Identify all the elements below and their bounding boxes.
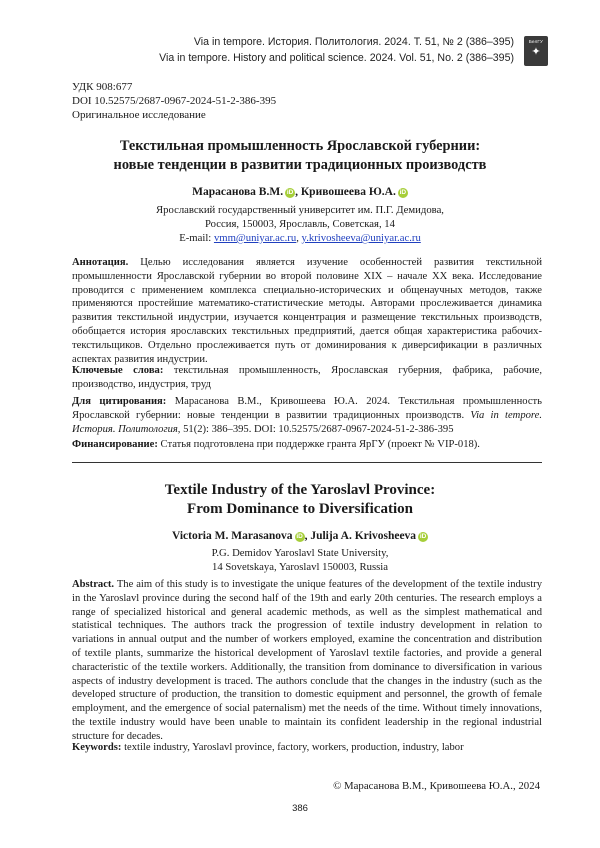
affiliation-en-line1: P.G. Demidov Yaroslavl State University, (211, 547, 389, 559)
title-ru-line1: Текстильная промышленность Ярославской губернии: (119, 138, 481, 154)
author-separator: , (304, 530, 311, 542)
abstract-ru-text: Целью исследования является изучение особенностей развития текстильной промышленности Ярославской губернии во второй половине XIX – начале XX века. Исследование проводится с применением комплекса специально-исторических и общенаучных методов, также применяются простейшие математико-статистические методы. Авторами прослеживается динамика развития текстильной индустрии, изучается концентрация и размещение текстильных производств, обобщается история ярославских текстильных предприятий, дается общая характеристика рабочих-текстильщиков. Отдельно прослеживается путь от доминирования к диверсификации в различных аспектах развития индустрии. (72, 257, 542, 365)
email-link-1[interactable]: vmm@uniyar.ac.ru (213, 232, 297, 244)
abstract-en-text: The aim of this study is to investigate the unique features of the development of the textile industry in the Yaroslavl province during the second half of the 19th and early 20th centuries. The research employs a range of specialized historical and general academic methods, as well as the simplest mathematical and statistical techniques. The authors track the progression of textile industry development in relation to variations in annual output and the number of workers employed, examine the concentration and distribution of textile plants, summarize the historical development of Yaroslavl textile factories, and provide a general characteristic of the textile workers. Additionally, the transition from dominance to diversification in various aspects of industry development is traced. The authors conclude that the changes in the industry (such as the developed structure of production, the transition to domestic equipment and personnel, the growth of female employment, and the emergence of social paternalism) met the needs of the time. Without timely innovations, the textile industry would have been unable to maintain its confident leadership in the regional industrial structure for decades. (72, 579, 542, 742)
udk: УДК 908:677 (72, 81, 133, 93)
email-label: E-mail: (179, 232, 214, 244)
funding-text: Статья подготовлена при поддержке гранта ЯрГУ (проект № VIP-018). (157, 439, 480, 450)
keywords-en-label: Keywords: (72, 742, 122, 753)
orcid-icon[interactable]: iD (296, 533, 303, 540)
keywords-ru-label: Ключевые слова: (72, 365, 164, 376)
affiliation-ru-line1: Ярославский государственный университет им. П.Г. Демидова, (156, 204, 444, 216)
citation-text: Марасанова В.М., Кривошеева Ю.А. 2024. Текстильная промышленность Ярославской губернии: новые тенденции в развитии традиционных производств. (72, 396, 542, 421)
orcid-icon[interactable]: iD (419, 533, 427, 540)
journal-logo-text: БелГУ (528, 39, 544, 44)
journal-logo (524, 36, 548, 66)
email-line (60, 231, 540, 245)
article-type: Оригинальное исследование (72, 109, 206, 121)
citation-journal: Via in tempore. История. Политология, (72, 409, 542, 435)
emblem-icon: ✦ (531, 46, 541, 58)
abstract-en-label: Abstract. (72, 579, 115, 590)
copyright: © Марасанова В.М., Кривошеева Ю.А., 2024 (333, 780, 540, 792)
orcid-icon[interactable]: iD (399, 189, 407, 196)
citation-tail: 51(2): 386–395. DOI: 10.52575/2687-0967-2024-51-2-386-395 (180, 423, 454, 435)
affiliation-ru (60, 203, 540, 245)
citation-label: Для цитирования: (72, 396, 167, 407)
citation-ru (72, 395, 542, 436)
author1-ru: Марасанова В.М. (192, 186, 284, 198)
author2-en: Julija A. Krivosheeva (310, 530, 417, 542)
keywords-ru (72, 364, 542, 392)
title-en-line2: From Dominance to Diversification (187, 501, 413, 517)
funding-label: Финансирование: (72, 439, 158, 450)
section-divider (72, 462, 542, 463)
author2-ru: Кривошеева Ю.А. (300, 186, 396, 198)
abstract-ru-label: Аннотация. (72, 257, 129, 268)
email-separator: , (296, 232, 302, 244)
funding-ru (72, 438, 542, 452)
affiliation-en (60, 546, 540, 574)
authors-en (60, 530, 540, 542)
doi: DOI 10.52575/2687-0967-2024-51-2-386-395 (72, 95, 277, 107)
author1-en: Victoria M. Marasanova (171, 530, 293, 542)
title-ru-line2: новые тенденции в развитии традиционных производств (113, 157, 487, 173)
page-number: 386 (292, 803, 308, 814)
author-separator: , (295, 186, 301, 198)
running-header-en: Via in tempore. History and political science. 2024. Vol. 51, No. 2 (386–395) (159, 52, 514, 64)
authors-ru (60, 186, 540, 198)
running-header-ru: Via in tempore. История. Политология. 2024. Т. 51, № 2 (386–395) (193, 36, 514, 48)
abstract-ru (72, 256, 542, 366)
title-en-line1: Textile Industry of the Yaroslavl Province: (164, 482, 436, 498)
email-link-2[interactable]: y.krivosheeva@uniyar.ac.ru (301, 232, 421, 244)
affiliation-ru-line2: Россия, 150003, Ярославль, Советская, 14 (205, 218, 395, 230)
keywords-en (72, 741, 542, 755)
affiliation-en-line2: 14 Sovetskaya, Yaroslavl 150003, Russia (211, 561, 389, 573)
keywords-en-text: textile industry, Yaroslavl province, factory, workers, production, industry, labor (121, 742, 464, 753)
title-en (60, 481, 540, 519)
running-header (159, 34, 514, 66)
abstract-en (72, 578, 542, 744)
keywords-ru-text: текстильная промышленность, Ярославская губерния, фабрика, рабочие, производство, индустрия, труд (72, 365, 543, 390)
orcid-icon[interactable]: iD (286, 189, 294, 196)
article-meta (72, 80, 276, 122)
title-ru (60, 137, 540, 175)
